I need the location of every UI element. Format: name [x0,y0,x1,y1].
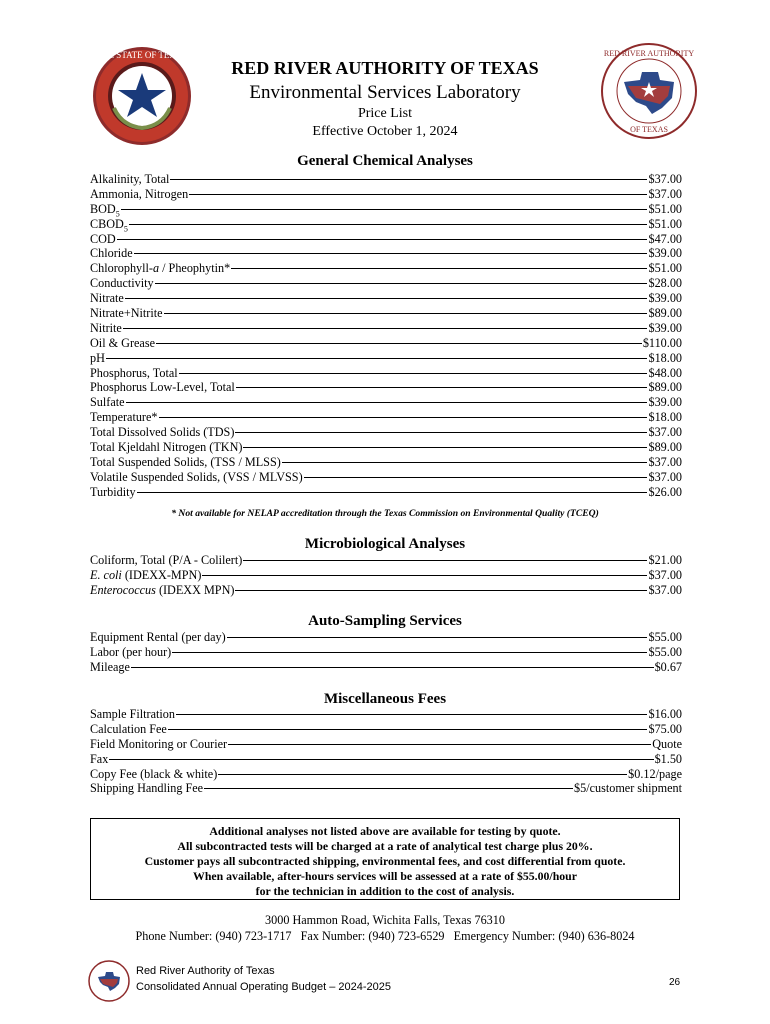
test-name: $BOD_5$ [90,201,120,219]
leader-line [156,343,642,344]
price-value: $39.00 [648,246,682,261]
price-value: $5/customer shipment [574,781,682,796]
test-name: Field Monitoring or Courier [90,736,228,751]
leader-line [117,239,648,240]
leader-line [218,774,627,775]
test-name: Calculation Fee [90,721,167,736]
leader-line [134,253,648,254]
notice-line: All subcontracted tests will be charged at a rate of analytical test charge plus 20%. [177,839,593,853]
price-value: $55.00 [648,630,682,644]
price-value: $51.00 [648,216,682,231]
price-row [90,366,682,381]
price-value: $26.00 [648,484,682,499]
leader-line [231,268,647,269]
price-row [90,470,682,485]
price-value: $75.00 [648,721,682,736]
footer-logo [88,960,130,1002]
leader-line [106,358,648,359]
price-row [90,767,682,782]
notice-line: When available, after-hours services will be assessed at a rate of $55.00/hour [193,869,577,883]
test-name: Chlorophyll-a / Pheophytin* [90,261,231,276]
micro-list [90,553,682,598]
price-value: $89.00 [648,380,682,395]
leader-line [243,447,647,448]
footer-org: Red River Authority of Texas [136,965,275,977]
leader-line [204,788,573,789]
test-name: $CBOD_5$ [90,216,128,234]
price-value: $51.00 [648,261,682,276]
test-name: Phosphorus, Total [90,365,178,380]
page-number: 26 [669,977,681,988]
price-value: $28.00 [648,276,682,291]
test-name: Coliform, Total (P/A - Colilert) [90,553,243,567]
test-name: Labor (per hour) [90,644,172,659]
leader-line [304,477,648,478]
price-row [90,410,682,425]
price-row [90,217,682,232]
price-row [90,425,682,440]
test-name: E. coli (IDEXX-MPN) [90,567,202,582]
price-row [90,336,682,351]
price-row [90,553,682,568]
price-row [90,583,682,598]
price-row [90,306,682,321]
price-value: $110.00 [642,335,682,350]
price-value: $0.12/page [628,766,682,781]
price-value: $37.00 [648,567,682,582]
test-name: Phosphorus Low-Level, Total [90,380,235,395]
section-title-micro: Microbiological Analyses [304,536,466,552]
price-value: $37.00 [648,582,682,597]
price-row [90,568,682,583]
price-list-label: Price List [357,106,413,121]
leader-line [170,179,647,180]
test-name: Temperature* [90,410,158,425]
price-value: $37.00 [648,469,682,484]
price-row [90,202,682,217]
price-row [90,261,682,276]
test-name: Conductivity [90,276,154,291]
test-name: Ammonia, Nitrogen [90,186,189,201]
test-name: Volatile Suspended Solids, (VSS / MLVSS) [90,469,303,484]
price-row [90,232,682,247]
test-name: Total Dissolved Solids (TDS) [90,425,235,440]
price-row [90,321,682,336]
lab-title: Environmental Services Laboratory [249,82,521,103]
test-name: Copy Fee (black & white) [90,766,218,781]
test-name: COD [90,231,116,246]
leader-line [168,729,648,730]
test-name: Nitrate [90,291,124,306]
price-value: $37.00 [648,454,682,469]
price-value: $21.00 [648,553,682,567]
price-value: $37.00 [648,186,682,201]
leader-line [137,492,648,493]
price-row [90,630,682,645]
leader-line [159,417,648,418]
test-name: Total Suspended Solids, (TSS / MLSS) [90,454,281,469]
leader-line [228,744,651,745]
price-row [90,276,682,291]
price-value: $55.00 [648,644,682,659]
leader-line [179,373,648,374]
leader-line [202,575,647,576]
leader-line [227,637,648,638]
price-row [90,455,682,470]
price-value: $1.50 [654,751,682,766]
price-row [90,187,682,202]
price-value: $0.67 [654,659,682,674]
price-value: $51.00 [648,201,682,216]
leader-line [164,313,648,314]
leader-line [125,298,648,299]
address: 3000 Hammon Road, Wichita Falls, Texas 76310 [265,913,505,927]
price-value: $18.00 [648,410,682,425]
section-title-misc: Miscellaneous Fees [323,691,447,707]
price-value: $47.00 [648,231,682,246]
notice-line: Additional analyses not listed above are available for testing by quote. [209,824,561,838]
test-name: pH [90,350,105,365]
test-name: Total Kjeldahl Nitrogen (TKN) [90,440,243,455]
test-name: Chloride [90,246,133,261]
leader-line [131,667,654,668]
leader-line [129,224,648,225]
notice-line: Customer pays all subcontracted shipping, environmental fees, and cost differential from quote. [144,854,626,868]
leader-line [123,328,648,329]
leader-line [235,432,647,433]
svg-text:OF TEXAS: OF TEXAS [630,125,668,134]
price-row [90,291,682,306]
price-value: $37.00 [648,172,682,186]
price-row [90,737,682,752]
footer-budget: Consolidated Annual Operating Budget – 2024-2025 [136,981,392,993]
price-row [90,172,682,187]
notice-box [90,818,680,900]
phone-numbers: Phone Number: (940) 723-1717 Fax Number: (940) 723-6529 Emergency Number: (940) 636-8024 [135,929,635,943]
test-name: Mileage [90,659,130,674]
nelap-note: * Not available for NELAP accreditation through the Texas Commission on Environmental Quality (TCEQ) [171,508,599,519]
svg-text:THE STATE OF TEXAS: THE STATE OF TEXAS [96,50,188,60]
test-name: Shipping Handling Fee [90,781,204,796]
test-name: Equipment Rental (per day) [90,630,226,644]
org-title: RED RIVER AUTHORITY OF TEXAS [231,58,539,78]
chemical-list [90,172,682,500]
price-row [90,351,682,366]
leader-line [189,194,647,195]
test-name: Nitrite [90,320,122,335]
leader-line [155,283,648,284]
test-name: Sulfate [90,395,125,410]
price-value: $16.00 [648,707,682,721]
price-row [90,380,682,395]
leader-line [243,560,647,561]
price-value: $37.00 [648,425,682,440]
section-title-sampling: Auto-Sampling Services [308,613,462,629]
effective-date: Effective October 1, 2024 [312,124,458,139]
price-row [90,781,682,796]
leader-line [121,209,648,210]
price-row [90,395,682,410]
leader-line [176,714,648,715]
price-row [90,660,682,675]
test-name: Enterococcus (IDEXX MPN) [90,582,235,597]
price-row [90,645,682,660]
price-row [90,707,682,722]
price-value: $39.00 [648,395,682,410]
test-name: Oil & Grease [90,335,155,350]
leader-line [235,590,647,591]
test-name: Turbidity [90,484,136,499]
price-value: $89.00 [648,440,682,455]
test-name: Alkalinity, Total [90,172,170,186]
price-value: $18.00 [648,350,682,365]
test-name: Nitrate+Nitrite [90,306,163,321]
leader-line [172,652,647,653]
test-name: Fax [90,751,109,766]
price-row [90,440,682,455]
svg-text:RED RIVER AUTHORITY: RED RIVER AUTHORITY [603,49,695,58]
notice-line: for the technician in addition to the cost of analysis. [255,884,515,898]
price-value: $48.00 [648,365,682,380]
section-title-chemical: General Chemical Analyses [297,153,473,169]
price-row [90,752,682,767]
price-value: Quote [652,736,682,751]
price-row [90,246,682,261]
price-row [90,485,682,500]
price-value: $39.00 [648,320,682,335]
price-row [90,722,682,737]
misc-list [90,707,682,796]
leader-line [109,759,653,760]
sampling-list [90,630,682,675]
price-value: $39.00 [648,291,682,306]
test-name: Sample Filtration [90,707,175,721]
price-value: $89.00 [648,306,682,321]
leader-line [236,387,648,388]
leader-line [282,462,648,463]
leader-line [126,402,648,403]
